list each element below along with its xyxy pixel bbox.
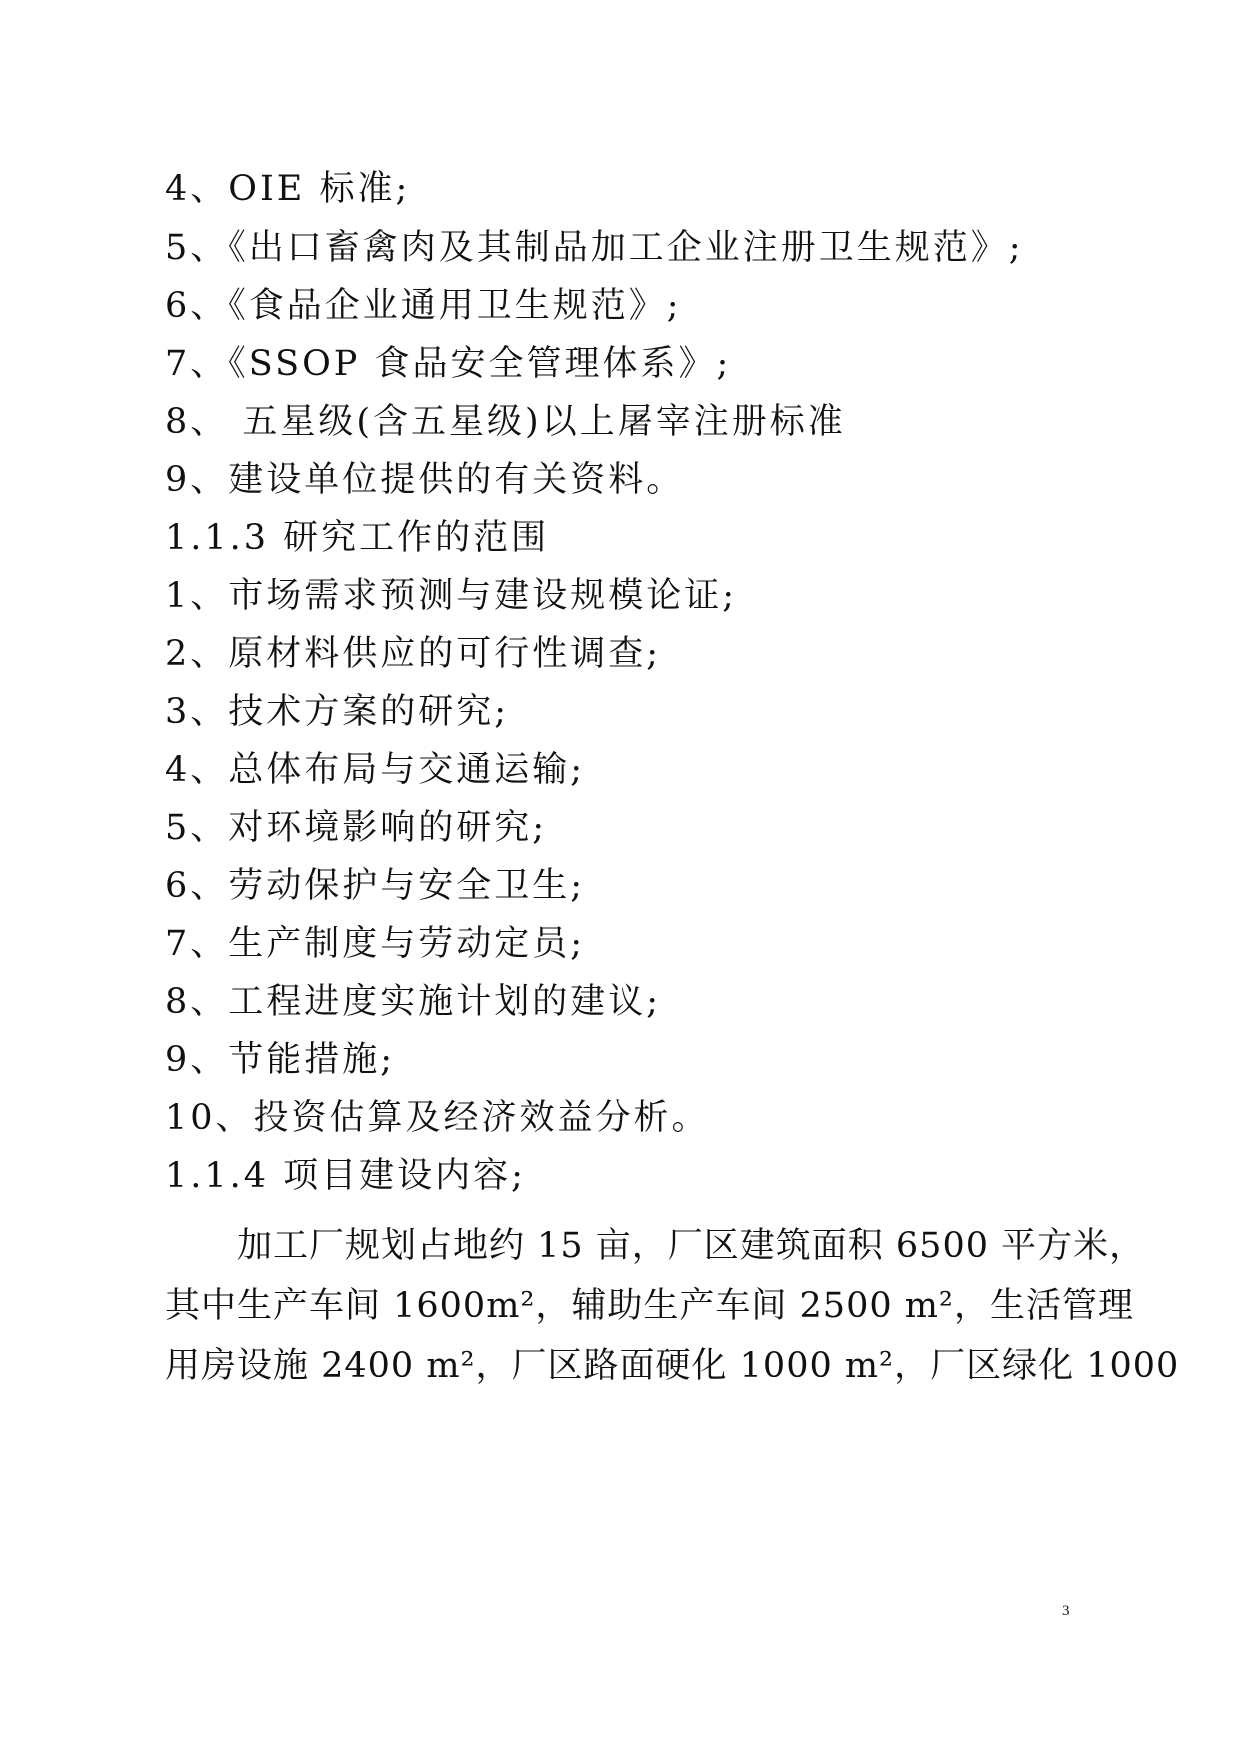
list-item: 2、原材料供应的可行性调查; xyxy=(165,634,662,674)
page-number: 3 xyxy=(1062,1603,1070,1619)
paragraph-line: 加工厂规划占地约 15 亩，厂区建筑面积 6500 平方米， xyxy=(237,1226,1146,1266)
list-item: 6、劳动保护与安全卫生; xyxy=(165,866,586,906)
list-item: 5、对环境影响的研究; xyxy=(165,808,548,848)
list-item: 7、生产制度与劳动定员; xyxy=(165,924,586,964)
list-item: 6、《食品企业通用卫生规范》; xyxy=(165,286,682,326)
list-item: 8、 五星级(含五星级)以上屠宰注册标准 xyxy=(165,402,846,442)
list-item: 8、工程进度实施计划的建议; xyxy=(165,982,662,1022)
list-item: 10、投资估算及经济效益分析。 xyxy=(165,1098,710,1138)
paragraph-line: 用房设施 2400 m²，厂区路面硬化 1000 m²，厂区绿化 1000 xyxy=(165,1346,1180,1386)
list-item: 4、OIE 标准; xyxy=(165,169,411,209)
section-heading: 1.1.4 项目建设内容; xyxy=(165,1156,526,1196)
list-item: 7、《SSOP 食品安全管理体系》; xyxy=(165,344,732,384)
list-item: 9、建设单位提供的有关资料。 xyxy=(165,460,685,500)
list-item: 3、技术方案的研究; xyxy=(165,692,510,732)
list-item: 4、总体布局与交通运输; xyxy=(165,750,586,790)
list-item: 9、节能措施; xyxy=(165,1040,396,1080)
section-heading: 1.1.3 研究工作的范围 xyxy=(165,518,550,558)
list-item: 1、市场需求预测与建设规模论证; xyxy=(165,576,738,616)
list-item: 5、《出口畜禽肉及其制品加工企业注册卫生规范》; xyxy=(165,228,1024,268)
paragraph-line: 其中生产车间 1600m²，辅助生产车间 2500 m²，生活管理 xyxy=(165,1286,1134,1326)
